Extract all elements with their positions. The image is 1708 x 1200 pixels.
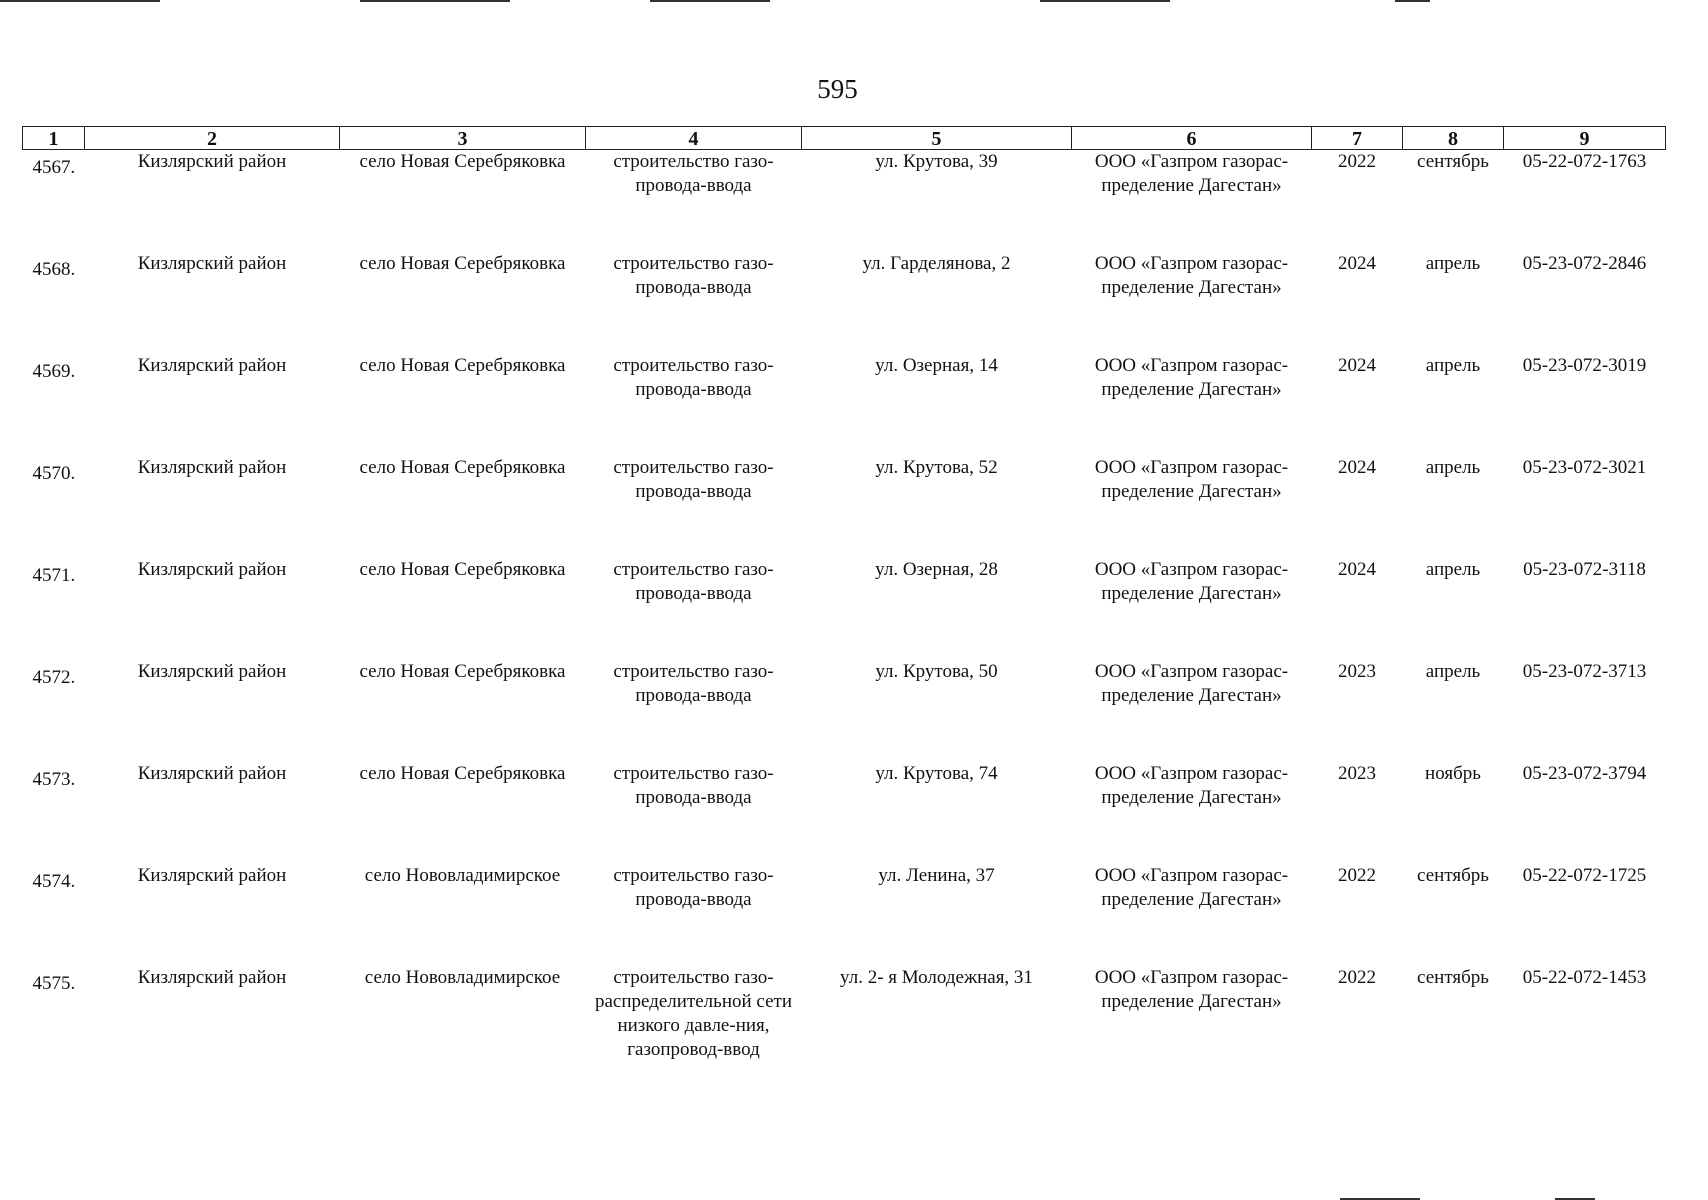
locality: село Новая Серебряковка: [359, 151, 566, 172]
locality-cell: [340, 352, 586, 454]
year: 2024: [1338, 253, 1376, 274]
registry-code: 05-23-072-3794: [1522, 763, 1647, 784]
year-cell: [1312, 556, 1403, 658]
locality: село Нововладимирское: [364, 865, 561, 886]
locality-cell: [340, 964, 586, 1106]
row-number: 4574.: [32, 871, 76, 892]
organization: ООО «Газпром газорас-пределение Дагестан»: [1094, 661, 1289, 706]
header-col-1: 1: [23, 127, 85, 150]
registry-code: 05-23-072-3118: [1523, 559, 1646, 580]
locality-cell: [340, 760, 586, 862]
table-row: [23, 352, 1666, 454]
year-cell: [1312, 454, 1403, 556]
locality-cell: [340, 150, 586, 251]
district-cell: [85, 150, 340, 251]
locality: село Новая Серебряковка: [359, 457, 566, 478]
work-type: строительство газо-провода-ввода: [613, 865, 774, 910]
registry-code: 05-23-072-3021: [1522, 457, 1647, 478]
work-type-cell: [586, 352, 802, 454]
month: апрель: [1425, 253, 1481, 274]
district-cell: [85, 760, 340, 862]
address: ул. Озерная, 14: [875, 355, 998, 376]
address-cell: [802, 250, 1072, 352]
address-cell: [802, 454, 1072, 556]
header-col-3: 3: [340, 127, 586, 150]
address: ул. Крутова, 39: [875, 151, 998, 172]
row-number-cell: [23, 556, 85, 658]
work-type: строительство газо-провода-ввода: [613, 253, 774, 298]
district: Кизлярский район: [137, 967, 287, 988]
header-col-7: 7: [1312, 127, 1403, 150]
month-cell: [1403, 150, 1504, 251]
month-cell: [1403, 760, 1504, 862]
district: Кизлярский район: [137, 661, 287, 682]
work-type: строительство газо-распределительной сети низкого давле-ния, газопровод-ввод: [594, 967, 792, 1060]
year: 2022: [1338, 151, 1376, 172]
registry-code: 05-23-072-3019: [1522, 355, 1647, 376]
locality-cell: [340, 556, 586, 658]
header-col-8: 8: [1403, 127, 1504, 150]
table-row: [23, 150, 1666, 251]
address: ул. Крутова, 50: [875, 661, 998, 682]
registry-code: 05-22-072-1763: [1522, 151, 1647, 172]
work-type: строительство газо-провода-ввода: [613, 559, 774, 604]
locality-cell: [340, 250, 586, 352]
registry-code: 05-22-072-1725: [1522, 865, 1647, 886]
register-table: [22, 126, 1666, 1106]
month: ноябрь: [1425, 763, 1481, 784]
month-cell: [1403, 250, 1504, 352]
row-number: 4569.: [32, 361, 76, 382]
row-number-cell: [23, 862, 85, 964]
organization-cell: [1072, 454, 1312, 556]
organization: ООО «Газпром газорас-пределение Дагестан»: [1094, 763, 1289, 808]
district-cell: [85, 964, 340, 1106]
locality-cell: [340, 862, 586, 964]
work-type: строительство газо-провода-ввода: [613, 355, 774, 400]
work-type: строительство газо-провода-ввода: [613, 661, 774, 706]
locality: село Новая Серебряковка: [359, 355, 566, 376]
district: Кизлярский район: [137, 151, 287, 172]
table-header: [23, 127, 1666, 150]
table-body: [23, 150, 1666, 1107]
year-cell: [1312, 760, 1403, 862]
row-number: 4573.: [32, 769, 76, 790]
year-cell: [1312, 658, 1403, 760]
locality: село Новая Серебряковка: [359, 253, 566, 274]
district-cell: [85, 658, 340, 760]
code-cell: [1504, 658, 1666, 760]
row-number: 4567.: [32, 157, 76, 178]
code-cell: [1504, 862, 1666, 964]
organization-cell: [1072, 556, 1312, 658]
locality-cell: [340, 658, 586, 760]
organization: ООО «Газпром газорас-пределение Дагестан»: [1094, 967, 1289, 1012]
code-cell: [1504, 352, 1666, 454]
organization: ООО «Газпром газорас-пределение Дагестан»: [1094, 559, 1289, 604]
organization-cell: [1072, 760, 1312, 862]
code-cell: [1504, 454, 1666, 556]
organization: ООО «Газпром газорас-пределение Дагестан»: [1094, 355, 1289, 400]
header-col-5: 5: [802, 127, 1072, 150]
year: 2024: [1338, 457, 1376, 478]
row-number-cell: [23, 760, 85, 862]
code-cell: [1504, 150, 1666, 251]
work-type: строительство газо-провода-ввода: [613, 457, 774, 502]
district: Кизлярский район: [137, 763, 287, 784]
month: апрель: [1425, 457, 1481, 478]
work-type: строительство газо-провода-ввода: [613, 151, 774, 196]
row-number-cell: [23, 352, 85, 454]
organization: ООО «Газпром газорас-пределение Дагестан»: [1094, 457, 1289, 502]
work-type-cell: [586, 150, 802, 251]
row-number-cell: [23, 250, 85, 352]
table-row: [23, 454, 1666, 556]
month: сентябрь: [1417, 151, 1489, 172]
row-number: 4568.: [32, 259, 76, 280]
organization-cell: [1072, 862, 1312, 964]
table-row: [23, 964, 1666, 1106]
header-col-4: 4: [586, 127, 802, 150]
month-cell: [1403, 454, 1504, 556]
address-cell: [802, 760, 1072, 862]
month: сентябрь: [1417, 967, 1489, 988]
scan-top-edge: [0, 0, 1708, 4]
organization-cell: [1072, 150, 1312, 251]
registry-code: 05-23-072-3713: [1522, 661, 1647, 682]
year-cell: [1312, 150, 1403, 251]
month: апрель: [1425, 355, 1481, 376]
work-type-cell: [586, 250, 802, 352]
year-cell: [1312, 352, 1403, 454]
district-cell: [85, 352, 340, 454]
organization-cell: [1072, 658, 1312, 760]
district-cell: [85, 556, 340, 658]
locality: село Новая Серебряковка: [359, 661, 566, 682]
district: Кизлярский район: [137, 355, 287, 376]
work-type-cell: [586, 964, 802, 1106]
month-cell: [1403, 556, 1504, 658]
header-col-2: 2: [85, 127, 340, 150]
row-number: 4570.: [32, 463, 76, 484]
code-cell: [1504, 760, 1666, 862]
row-number-cell: [23, 150, 85, 251]
month: апрель: [1425, 661, 1481, 682]
address-cell: [802, 352, 1072, 454]
row-number: 4575.: [32, 973, 76, 994]
month-cell: [1403, 862, 1504, 964]
month-cell: [1403, 658, 1504, 760]
table-row: [23, 658, 1666, 760]
year: 2023: [1338, 661, 1376, 682]
organization: ООО «Газпром газорас-пределение Дагестан»: [1094, 865, 1289, 910]
row-number-cell: [23, 964, 85, 1106]
address: ул. Крутова, 52: [875, 457, 998, 478]
work-type-cell: [586, 556, 802, 658]
row-number-cell: [23, 658, 85, 760]
month: апрель: [1425, 559, 1481, 580]
header-row: [23, 127, 1666, 150]
work-type-cell: [586, 658, 802, 760]
address-cell: [802, 658, 1072, 760]
header-col-6: 6: [1072, 127, 1312, 150]
address-cell: [802, 862, 1072, 964]
district: Кизлярский район: [137, 559, 287, 580]
locality: село Новая Серебряковка: [359, 559, 566, 580]
organization-cell: [1072, 964, 1312, 1106]
table-row: [23, 760, 1666, 862]
month: сентябрь: [1417, 865, 1489, 886]
table-row: [23, 556, 1666, 658]
code-cell: [1504, 556, 1666, 658]
table-row: [23, 250, 1666, 352]
code-cell: [1504, 250, 1666, 352]
row-number: 4571.: [32, 565, 76, 586]
organization-cell: [1072, 352, 1312, 454]
year: 2022: [1338, 865, 1376, 886]
row-number: 4572.: [32, 667, 76, 688]
month-cell: [1403, 352, 1504, 454]
registry-code: 05-23-072-2846: [1522, 253, 1647, 274]
header-col-9: 9: [1504, 127, 1666, 150]
district-cell: [85, 454, 340, 556]
work-type-cell: [586, 862, 802, 964]
district-cell: [85, 862, 340, 964]
year: 2023: [1338, 763, 1376, 784]
organization-cell: [1072, 250, 1312, 352]
page-number: 595: [817, 74, 858, 104]
work-type-cell: [586, 454, 802, 556]
work-type: строительство газо-провода-ввода: [613, 763, 774, 808]
work-type-cell: [586, 760, 802, 862]
district: Кизлярский район: [137, 865, 287, 886]
year-cell: [1312, 964, 1403, 1106]
address: ул. Гарделянова, 2: [862, 253, 1011, 274]
organization: ООО «Газпром газорас-пределение Дагестан»: [1094, 253, 1289, 298]
address-cell: [802, 964, 1072, 1106]
row-number-cell: [23, 454, 85, 556]
locality-cell: [340, 454, 586, 556]
year: 2024: [1338, 559, 1376, 580]
year-cell: [1312, 862, 1403, 964]
district-cell: [85, 250, 340, 352]
registry-code: 05-22-072-1453: [1522, 967, 1647, 988]
address-cell: [802, 150, 1072, 251]
year-cell: [1312, 250, 1403, 352]
year: 2022: [1338, 967, 1376, 988]
address: ул. 2- я Молодежная, 31: [840, 967, 1033, 988]
locality: село Нововладимирское: [364, 967, 561, 988]
address: ул. Крутова, 74: [875, 763, 998, 784]
address: ул. Ленина, 37: [878, 865, 995, 886]
locality: село Новая Серебряковка: [359, 763, 566, 784]
district: Кизлярский район: [137, 253, 287, 274]
address: ул. Озерная, 28: [875, 559, 998, 580]
scan-bottom-edge: [0, 1196, 1708, 1200]
organization: ООО «Газпром газорас-пределение Дагестан»: [1094, 151, 1289, 196]
address-cell: [802, 556, 1072, 658]
year: 2024: [1338, 355, 1376, 376]
month-cell: [1403, 964, 1504, 1106]
code-cell: [1504, 964, 1666, 1106]
table-row: [23, 862, 1666, 964]
district: Кизлярский район: [137, 457, 287, 478]
